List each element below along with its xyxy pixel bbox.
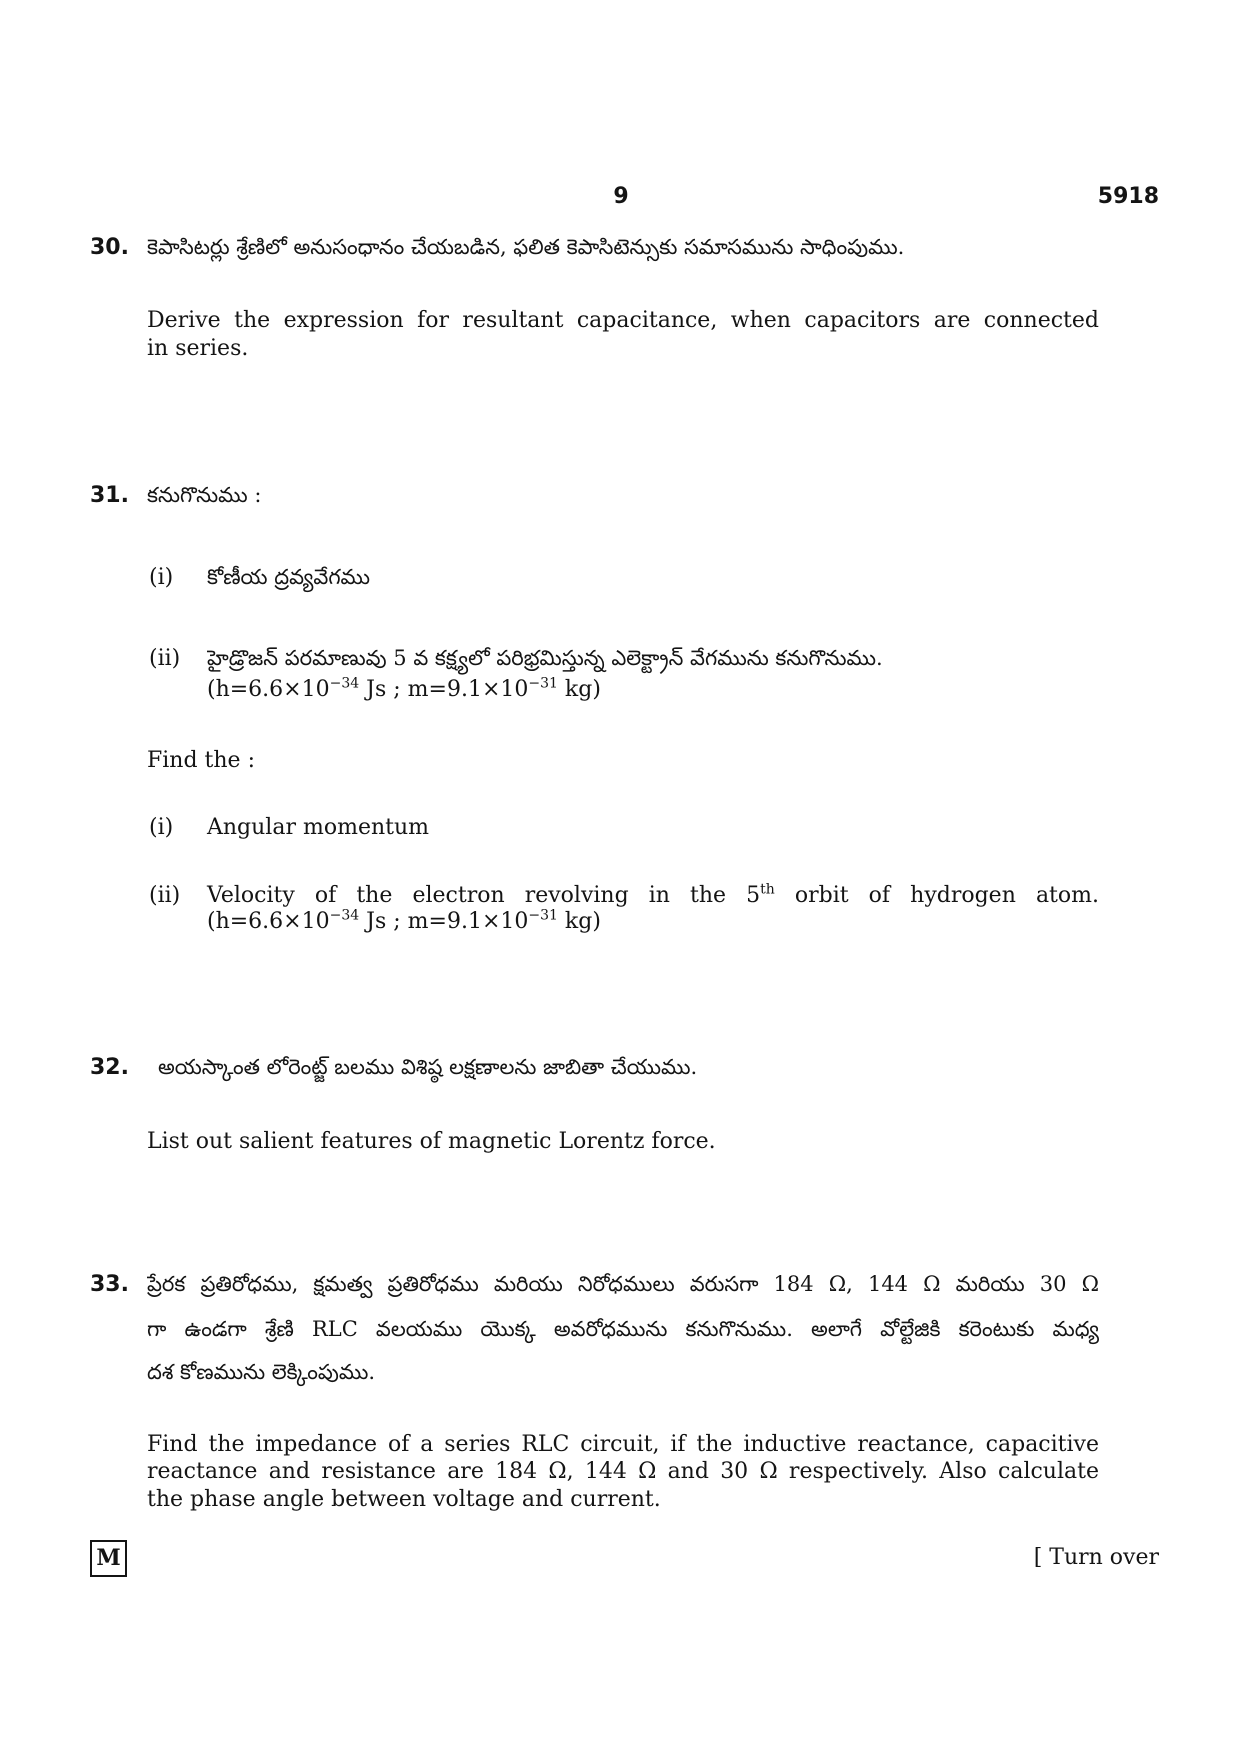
velocity-text-after: orbit of hydrogen atom. (774, 883, 1099, 908)
mass-exponent: −31 (528, 675, 558, 692)
question-text-telugu-line: ప్రేరక ప్రతిరోధము, క్షమత్వ ప్రతిరోధము మరియు నిరోధములు వరుసగా 184 Ω, 144 Ω మరియు 30 Ω (147, 1272, 1099, 1296)
given-constants (207, 908, 1099, 936)
question-text-english-line: in series. (147, 336, 249, 361)
question-text-english-line: reactance and resistance are 184 Ω, 144 Ω and 30 Ω respectively. Also calculate (147, 1459, 1099, 1484)
question-text-telugu: కెపాసిటర్లు శ్రేణిలో అనుసంధానం చేయబడిన, ఫలిత కెపాసిటెన్సుకు సమాసమును సాధింపుము. (147, 235, 905, 259)
sub-part-label: (i) (149, 815, 174, 840)
ordinal-suffix: th (760, 881, 775, 898)
sub-part-label: (i) (149, 565, 174, 590)
planck-exponent: −34 (329, 907, 360, 924)
question-text-english-line: the phase angle between voltage and current. (147, 1487, 661, 1512)
sub-part-text-telugu: హైడ్రొజన్ పరమాణువు 5 వ కక్ష్యలో పరిభ్రమిస్తున్న ఎలెక్ట్రాన్ వేగమును కనుగొనుము. (207, 646, 883, 670)
planck-exponent: −34 (329, 675, 360, 692)
question-text-english-line: Derive the expression for resultant capacitance, when capacitors are connected (147, 308, 1099, 333)
page-number: 9 (613, 184, 629, 209)
sub-part-text-english (207, 882, 1099, 910)
sub-part-text-telugu: కోణీయ ద్రవ్యవేగము (207, 565, 371, 589)
question-number: 30. (90, 235, 129, 260)
electron-mass-value: Js ; m=9.1×10 (359, 677, 529, 702)
mass-unit: kg) (557, 909, 601, 934)
question-number: 33. (90, 1272, 129, 1297)
planck-constant-value: (h=6.6×10 (207, 909, 330, 934)
question-text-telugu: అయస్కాంత లోరెంట్జ్ బలము విశిష్ఠ లక్షణాలను జాబితా చేయుము. (158, 1055, 698, 1079)
question-text-english-line: Find the impedance of a series RLC circuit, if the inductive reactance, capacitive (147, 1432, 1099, 1457)
question-intro-english: Find the : (147, 748, 255, 773)
medium-mark: M (90, 1540, 127, 1577)
sub-part-text-english: Angular momentum (207, 815, 429, 840)
electron-mass-value: Js ; m=9.1×10 (359, 909, 529, 934)
question-text-english-line: List out salient features of magnetic Lorentz force. (147, 1129, 716, 1154)
question-number: 31. (90, 483, 129, 508)
question-text-telugu-line: గా ఉండగా శ్రేణి RLC వలయము యొక్క అవరోధమును కనుగొనుము. అలాగే వోల్టేజికి కరెంటుకు మధ్య (147, 1317, 1099, 1341)
planck-constant-value: (h=6.6×10 (207, 677, 330, 702)
turn-over-note: [ Turn over (1033, 1545, 1159, 1570)
paper-code: 5918 (1097, 184, 1159, 209)
question-intro-telugu: కనుగొనుము : (147, 483, 262, 507)
question-number: 32. (90, 1055, 129, 1080)
mass-unit: kg) (557, 677, 601, 702)
given-constants (207, 676, 1099, 704)
sub-part-label: (ii) (149, 646, 181, 671)
question-text-telugu-line: దశ కోణమును లెక్కింపుము. (147, 1360, 376, 1384)
mass-exponent: −31 (528, 907, 558, 924)
velocity-text-before: Velocity of the electron revolving in the 5 (207, 883, 761, 908)
sub-part-label: (ii) (149, 883, 181, 908)
